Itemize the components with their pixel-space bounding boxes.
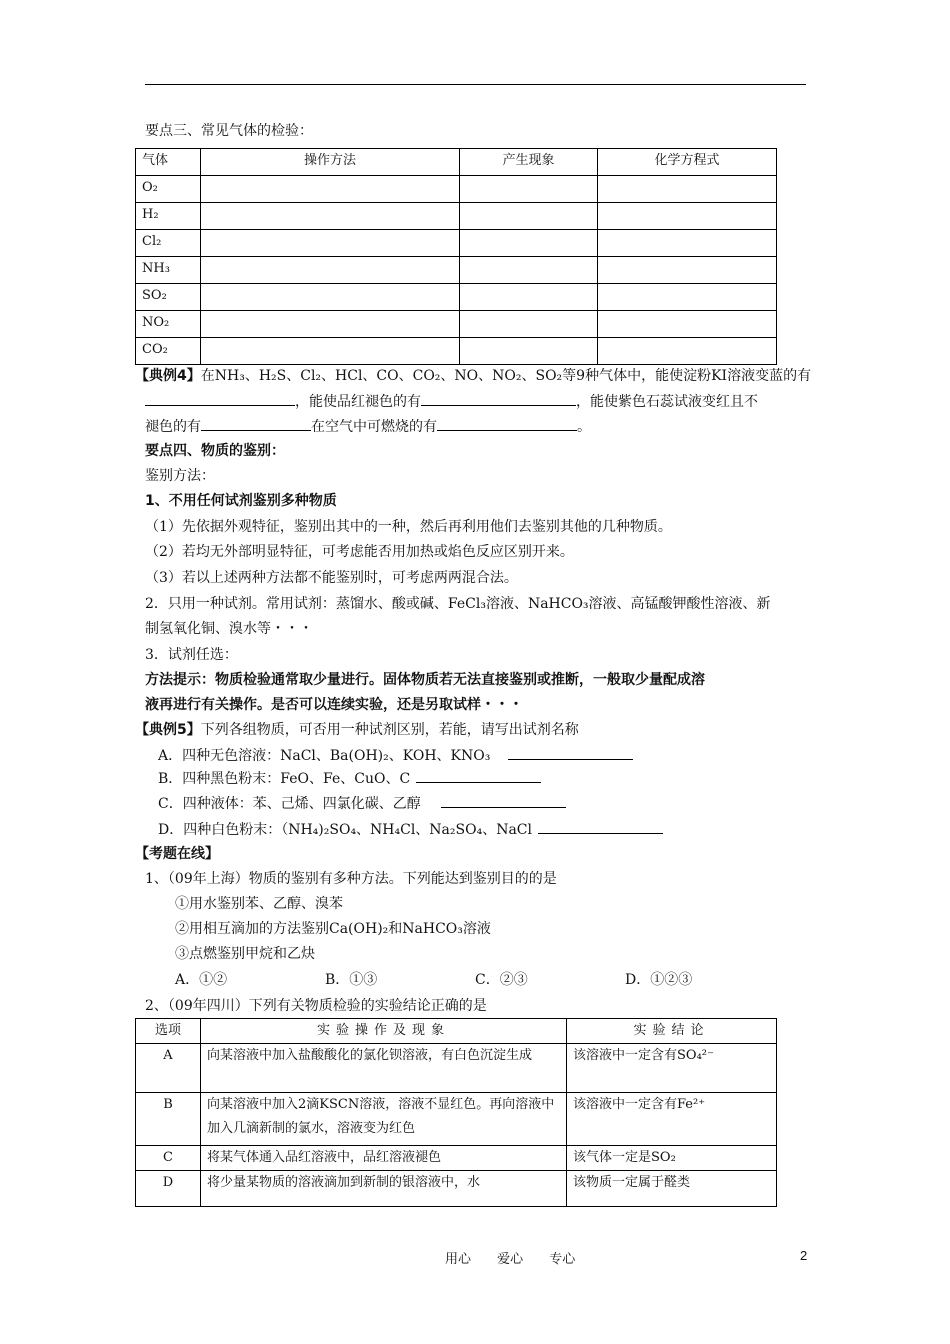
conclusion-cell: 该溶液中一定含有Fe²⁺ xyxy=(567,1093,777,1146)
operation-cell: 向某溶液中加入2滴KSCN溶液，溶液不显红色。再向溶液中加入几滴新制的氯水，溶液变为红色 xyxy=(201,1093,567,1146)
method1-item: （1）先依据外观特征，鉴别出其中的一种，然后再利用他们去鉴别其他的几种物质。 xyxy=(145,519,672,535)
example4-line3 xyxy=(145,416,591,437)
table-row xyxy=(136,257,777,284)
table-row xyxy=(136,1044,777,1093)
table-row xyxy=(136,176,777,203)
answer-blank[interactable] xyxy=(201,416,311,431)
q1-stem: 1、（09年上海）物质的鉴别有多种方法。下列能达到鉴别目的的是 xyxy=(145,871,557,887)
table-row xyxy=(136,1093,777,1146)
answer-blank[interactable] xyxy=(416,768,541,783)
example4-line2 xyxy=(145,391,758,412)
example4-label: 【典例4】 xyxy=(135,368,201,384)
table-header-row xyxy=(136,1019,777,1044)
conclusion-cell: 该物质一定属于醛类 xyxy=(567,1171,777,1207)
q1-choice-d: D．①②③ xyxy=(625,972,693,988)
gas-cell: Cl₂ xyxy=(136,230,201,257)
text: 在空气中可燃烧的有 xyxy=(311,419,437,435)
text: 下列各组物质，可否用一种试剂区别，若能，请写出试剂名称 xyxy=(200,722,579,738)
conclusion-cell: 该溶液中一定含有SO₄²⁻ xyxy=(567,1044,777,1093)
header-cell: 化学方程式 xyxy=(598,149,777,176)
option-cell: B xyxy=(136,1093,201,1146)
example5-option xyxy=(158,745,633,766)
gas-cell: NO₂ xyxy=(136,311,201,338)
footer-motto: 用心 爱心 专心 xyxy=(445,1252,576,1267)
table-row xyxy=(136,1146,777,1171)
header-cell: 实验结论 xyxy=(567,1019,777,1044)
header-cell: 实验操作及现象 xyxy=(201,1019,567,1044)
q1-item: ②用相互滴加的方法鉴别Ca(OH)₂和NaHCO₃溶液 xyxy=(175,921,491,937)
method3: 3．试剂任选： xyxy=(145,647,238,663)
q1-choice-c: C．②③ xyxy=(475,972,528,988)
example5-label: 【典例5】 xyxy=(135,722,201,738)
header-cell: 产生现象 xyxy=(460,149,598,176)
operation-cell: 将少量某物质的溶液滴加到新制的银溶液中，水 xyxy=(201,1171,567,1207)
answer-blank[interactable] xyxy=(145,391,295,406)
methods-label: 鉴别方法： xyxy=(145,468,215,484)
option-cell: D xyxy=(136,1171,201,1207)
method1-item: （3）若以上述两种方法都不能鉴别时，可考虑两两混合法。 xyxy=(145,570,518,586)
header-cell: 气体 xyxy=(136,149,201,176)
tip-line2: 液再进行有关操作。是否可以连续实验，还是另取试样・・・ xyxy=(145,697,523,713)
header-cell: 操作方法 xyxy=(201,149,460,176)
gas-test-table xyxy=(135,148,777,365)
header-cell: 选项 xyxy=(136,1019,201,1044)
q2-table xyxy=(135,1018,777,1207)
online-title: 【考题在线】 xyxy=(135,846,219,862)
q1-item: ①用水鉴别苯、乙醇、溴苯 xyxy=(175,896,343,912)
option-cell: C xyxy=(136,1146,201,1171)
operation-cell: 向某溶液中加入盐酸酸化的氯化钡溶液，有白色沉淀生成 xyxy=(201,1044,567,1093)
text: C．四种液体：苯、己烯、四氯化碳、乙醇 xyxy=(158,796,421,812)
answer-blank[interactable] xyxy=(421,391,576,406)
gas-cell: O₂ xyxy=(136,176,201,203)
text: B．四种黑色粉末：FeO、Fe、CuO、C xyxy=(158,771,411,787)
example5-option xyxy=(158,768,541,789)
header-rule xyxy=(145,84,806,85)
gas-cell: NH₃ xyxy=(136,257,201,284)
text: 褪色的有 xyxy=(145,419,201,435)
text: D．四种白色粉末：（NH₄)₂SO₄、NH₄Cl、Na₂SO₄、NaCl xyxy=(158,822,532,838)
text: ，能使品红褪色的有 xyxy=(295,394,421,410)
table-row xyxy=(136,230,777,257)
text: 在NH₃、H₂S、Cl₂、HCl、CO、CO₂、NO、NO₂、SO₂等9种气体中，能使淀粉KI溶液变蓝的有 xyxy=(200,368,812,384)
answer-blank[interactable] xyxy=(437,416,577,431)
text: A．四种无色溶液：NaCl、Ba(OH)₂、KOH、KNO₃ xyxy=(158,748,491,764)
table-row xyxy=(136,1171,777,1207)
answer-blank[interactable] xyxy=(441,793,566,808)
text: ，能使紫色石蕊试液变红且不 xyxy=(576,394,758,410)
example5-option xyxy=(158,793,566,814)
operation-cell: 将某气体通入品红溶液中，品红溶液褪色 xyxy=(201,1146,567,1171)
page-number: 2 xyxy=(800,1248,808,1263)
gas-cell: CO₂ xyxy=(136,338,201,365)
method2-line2: 制氢氧化铜、溴水等・・・ xyxy=(145,621,313,637)
table-row xyxy=(136,284,777,311)
example4-line1 xyxy=(135,366,811,386)
example5-option xyxy=(158,819,663,840)
method2-line1: 2．只用一种试剂。常用试剂：蒸馏水、酸或碱、FeCl₃溶液、NaHCO₃溶液、高锰酸钾酸性溶液、新 xyxy=(145,596,771,612)
table-row xyxy=(136,203,777,230)
option-cell: A xyxy=(136,1044,201,1093)
q1-item: ③点燃鉴别甲烷和乙炔 xyxy=(175,946,315,962)
tip-line1: 方法提示：物质检验通常取少量进行。固体物质若无法直接鉴别或推断，一般取少量配成溶 xyxy=(145,672,705,688)
answer-blank[interactable] xyxy=(538,819,663,834)
method1-title: 1、不用任何试剂鉴别多种物质 xyxy=(145,493,337,509)
gas-cell: SO₂ xyxy=(136,284,201,311)
text: 。 xyxy=(577,419,591,435)
q2-stem: 2、（09年四川）下列有关物质检验的实验结论正确的是 xyxy=(145,998,487,1014)
section3-title: 要点三、常见气体的检验： xyxy=(145,123,313,139)
table-row xyxy=(136,338,777,365)
method1-item: （2）若均无外部明显特征，可考虑能否用加热或焰色反应区别开来。 xyxy=(145,544,574,560)
table-row xyxy=(136,311,777,338)
gas-cell: H₂ xyxy=(136,203,201,230)
section4-title: 要点四、物质的鉴别： xyxy=(145,443,285,459)
answer-blank[interactable] xyxy=(508,745,633,760)
q1-choice-a: A．①② xyxy=(175,972,228,988)
example5-stem xyxy=(135,720,579,740)
q1-choice-b: B．①③ xyxy=(325,972,378,988)
conclusion-cell: 该气体一定是SO₂ xyxy=(567,1146,777,1171)
table-header-row xyxy=(136,149,777,176)
